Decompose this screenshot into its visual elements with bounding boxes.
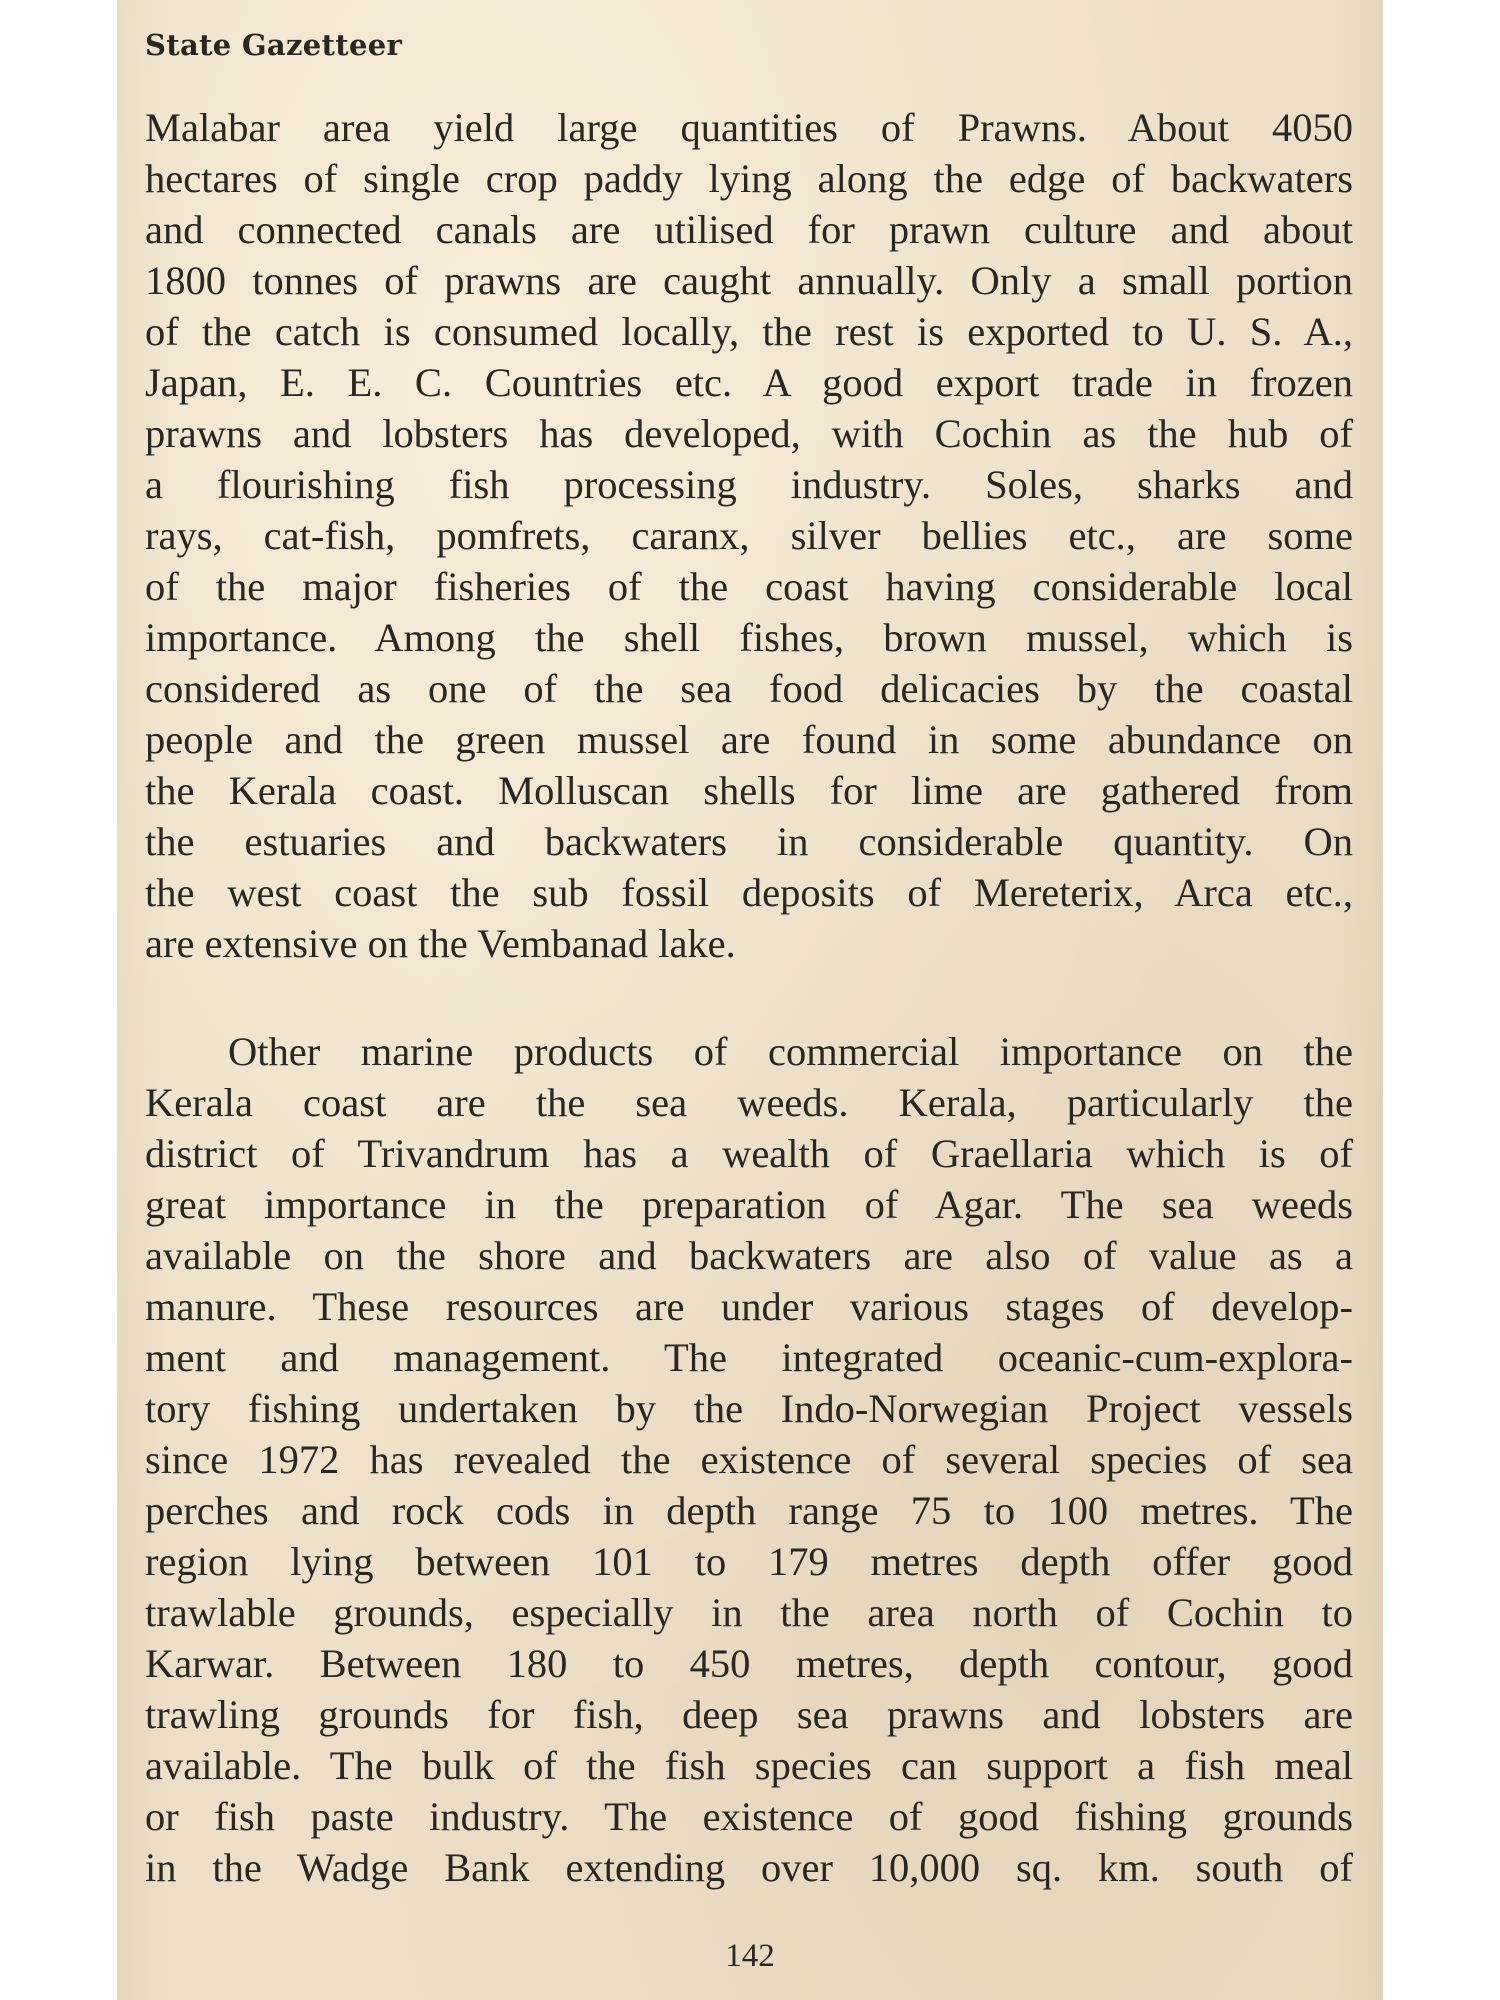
text-line: district of Trivandrum has a wealth of Graellaria which is of xyxy=(145,1131,1353,1176)
text-line: Karwar. Between 180 to 450 metres, depth contour, good xyxy=(145,1641,1353,1686)
text-line: of the major fisheries of the coast having considerable local xyxy=(145,564,1353,609)
text-line: prawns and lobsters has developed, with Cochin as the hub of xyxy=(145,411,1353,456)
text-line: trawlable grounds, especially in the area north of Cochin to xyxy=(145,1590,1353,1635)
text-line: importance. Among the shell fishes, brown mussel, which is xyxy=(145,615,1353,660)
text-line: are extensive on the Vembanad lake. xyxy=(145,921,736,966)
text-line: the Kerala coast. Molluscan shells for lime are gathered from xyxy=(145,768,1353,813)
text-line: or fish paste industry. The existence of good fishing grounds xyxy=(145,1794,1353,1839)
text-line: 1800 tonnes of prawns are caught annually. Only a small portion xyxy=(145,258,1353,303)
text-line: Other marine products of commercial importance on the xyxy=(228,1029,1353,1074)
text-line: a flourishing fish processing industry. Soles, sharks and xyxy=(145,462,1353,507)
text-line: hectares of single crop paddy lying along the edge of backwaters xyxy=(145,156,1353,201)
text-line: manure. These resources are under various stages of develop- xyxy=(145,1284,1353,1329)
text-line: since 1972 has revealed the existence of several species of sea xyxy=(145,1437,1353,1482)
text-line: great importance in the preparation of Agar. The sea weeds xyxy=(145,1182,1353,1227)
page-number: 142 xyxy=(725,1938,775,1974)
text-line: the west coast the sub fossil deposits of Mereterix, Arca etc., xyxy=(145,870,1353,915)
text-line: available on the shore and backwaters are also of value as a xyxy=(145,1233,1353,1278)
text-line: considered as one of the sea food delicacies by the coastal xyxy=(145,666,1353,711)
text-line: Kerala coast are the sea weeds. Kerala, particularly the xyxy=(145,1080,1353,1125)
text-line: region lying between 101 to 179 metres depth offer good xyxy=(145,1539,1353,1584)
text-line: trawling grounds for fish, deep sea prawns and lobsters are xyxy=(145,1692,1353,1737)
running-header: State Gazetteer xyxy=(145,28,403,62)
paragraph-2 xyxy=(145,1026,1353,1893)
text-line: rays, cat-fish, pomfrets, caranx, silver bellies etc., are some xyxy=(145,513,1353,558)
text-line: perches and rock cods in depth range 75 to 100 metres. The xyxy=(145,1488,1353,1533)
text-line: of the catch is consumed locally, the rest is exported to U. S. A., xyxy=(145,309,1353,354)
paragraph-1 xyxy=(145,102,1353,969)
text-line: ment and management. The integrated oceanic-cum-explora- xyxy=(145,1335,1353,1380)
text-line: tory fishing undertaken by the Indo-Norwegian Project vessels xyxy=(145,1386,1353,1431)
gazetteer-page xyxy=(117,0,1383,2000)
text-line: Japan, E. E. C. Countries etc. A good export trade in frozen xyxy=(145,360,1353,405)
text-line: the estuaries and backwaters in considerable quantity. On xyxy=(145,819,1353,864)
text-line: in the Wadge Bank extending over 10,000 sq. km. south of xyxy=(145,1845,1353,1890)
text-line: people and the green mussel are found in some abundance on xyxy=(145,717,1353,762)
text-line: and connected canals are utilised for prawn culture and about xyxy=(145,207,1353,252)
text-line: available. The bulk of the fish species can support a fish meal xyxy=(145,1743,1353,1788)
text-line: Malabar area yield large quantities of Prawns. About 4050 xyxy=(145,105,1353,150)
